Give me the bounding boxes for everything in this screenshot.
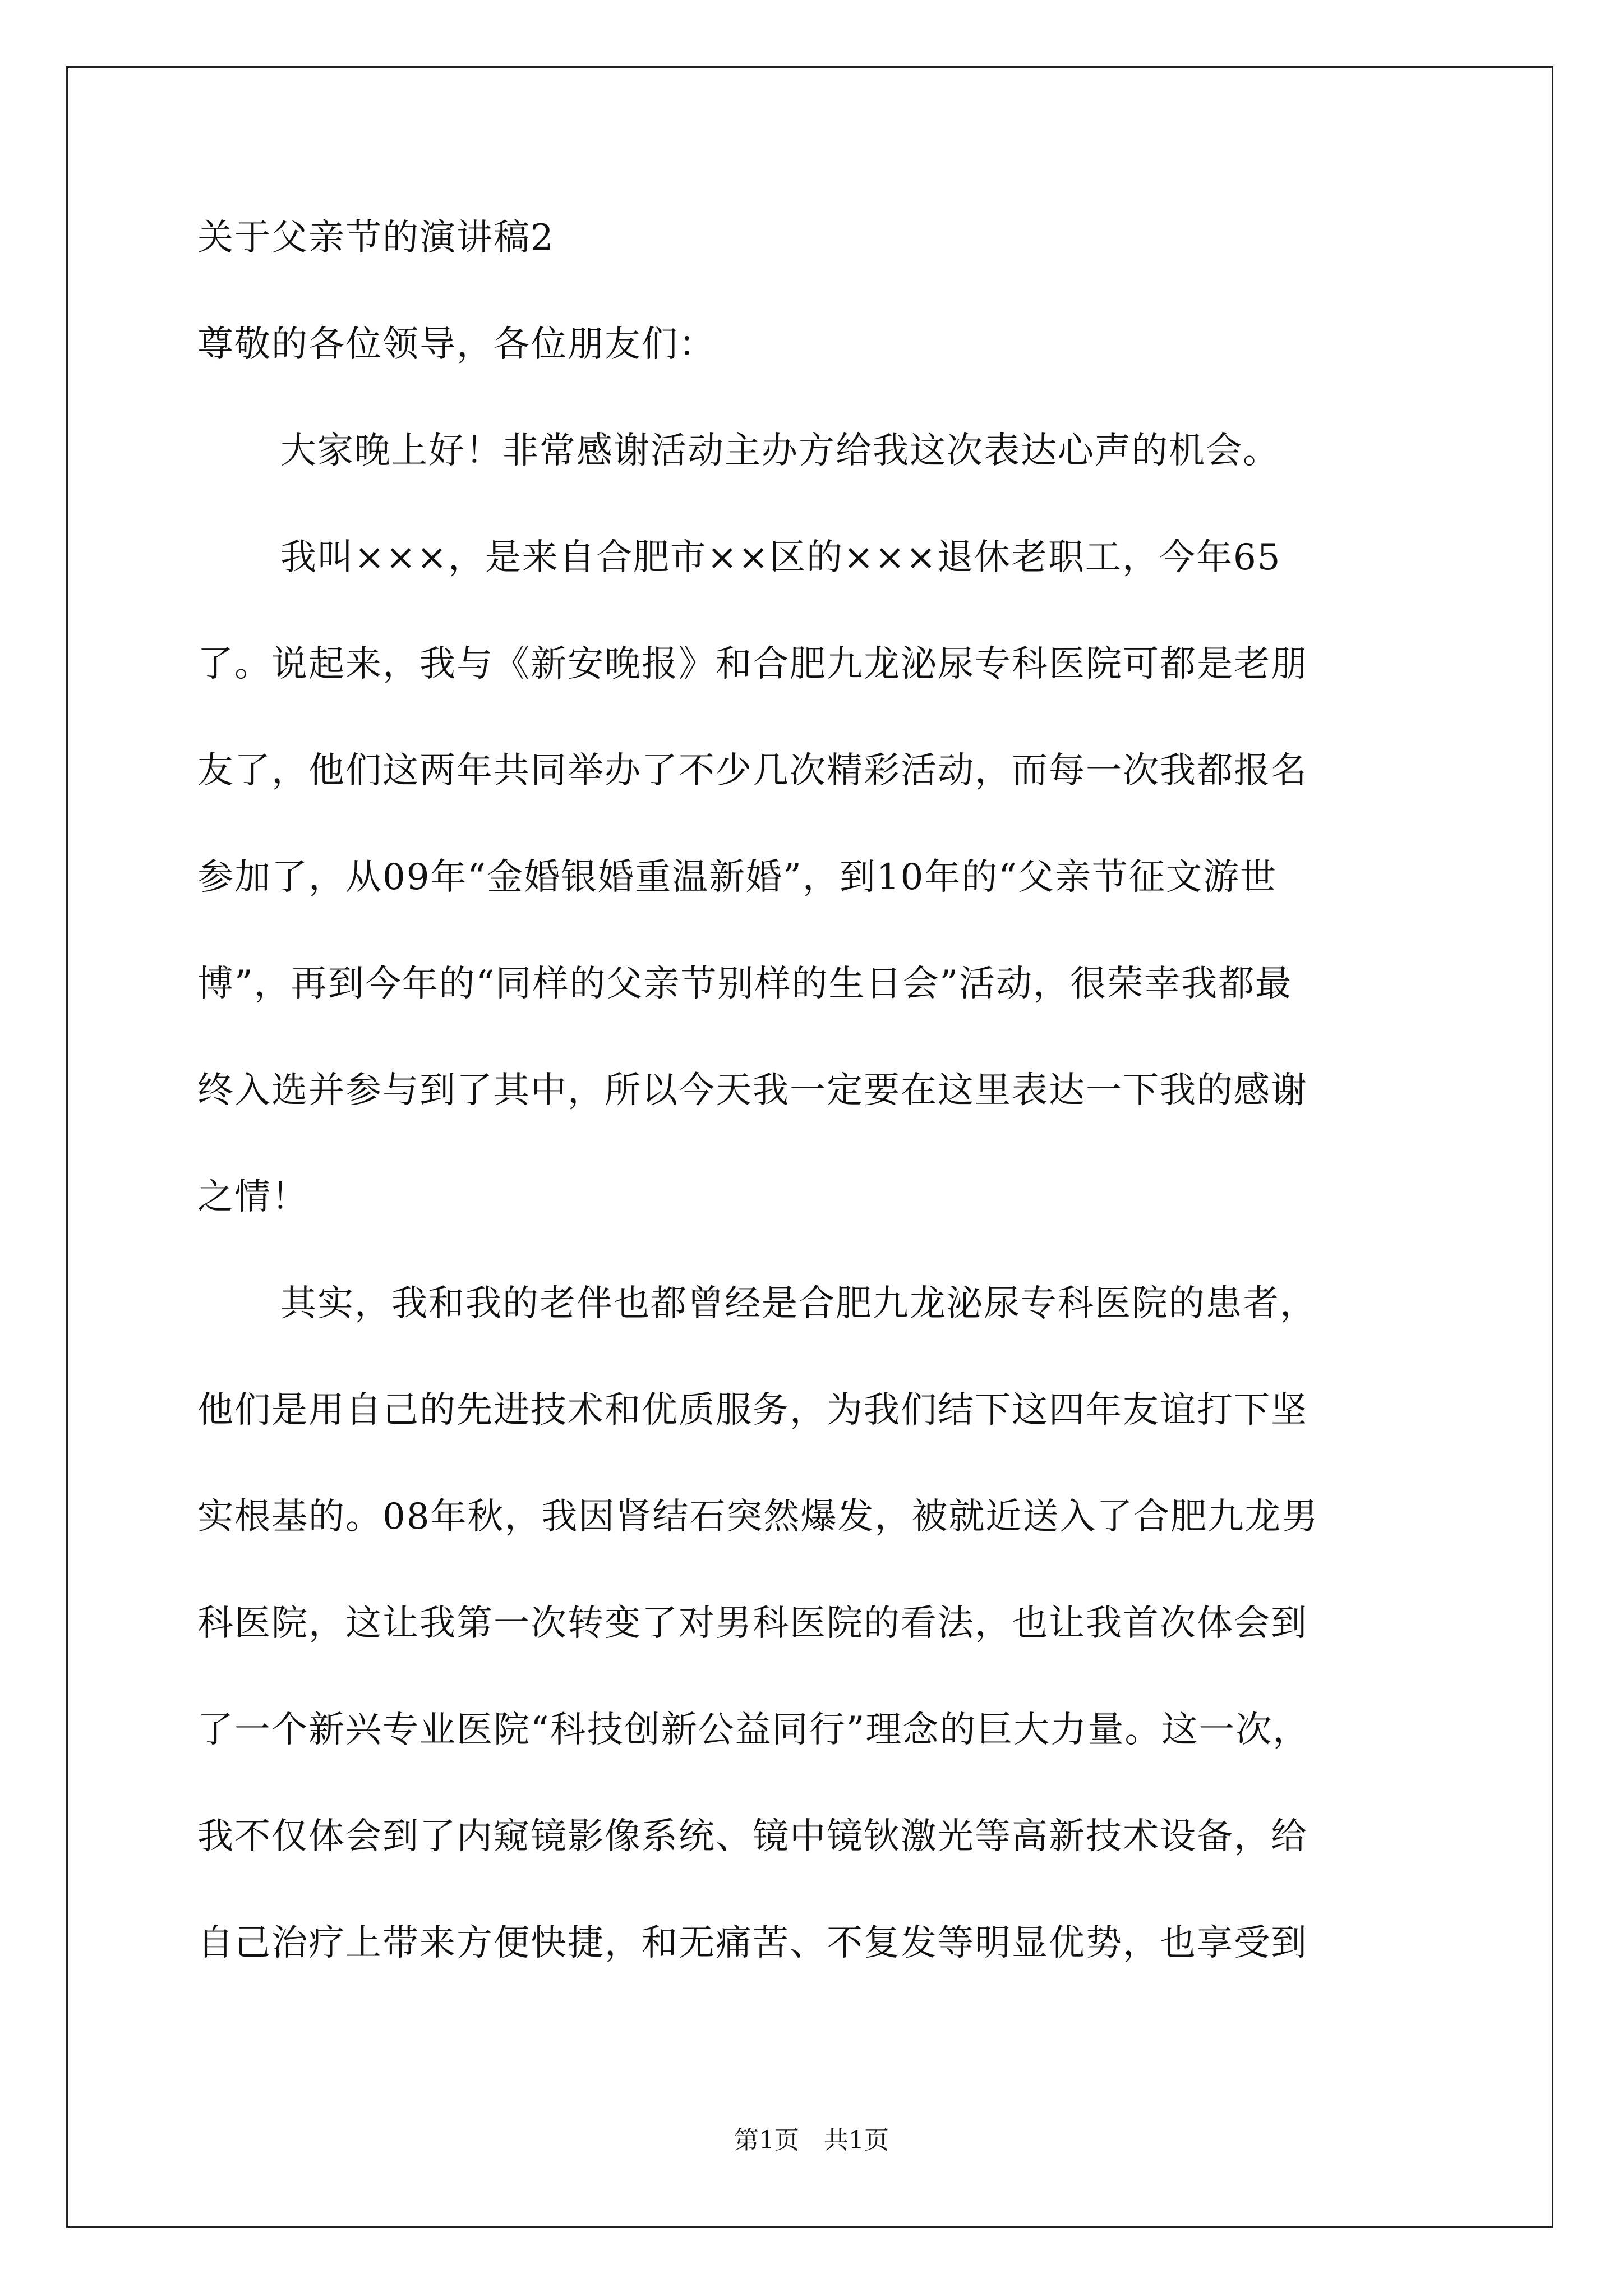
document-title: 关于父亲节的演讲稿2 bbox=[197, 217, 555, 259]
paragraph-line: 实根基的。08年秋，我因肾结石突然爆发，被就近送入了合肥九龙男 bbox=[197, 1496, 1319, 1538]
paragraph-line: 参加了，从09年“金婚银婚重温新婚”，到10年的“父亲节征文游世 bbox=[197, 857, 1278, 898]
paragraph-line: 了一个新兴专业医院“科技创新公益同行”理念的巨大力量。这一次， bbox=[197, 1709, 1310, 1751]
paragraph-line: 之情！ bbox=[197, 1176, 308, 1218]
page-footer: 第1页 共1页 bbox=[734, 2126, 889, 2155]
paragraph-line: 友了，他们这两年共同举办了不少几次精彩活动，而每一次我都报名 bbox=[197, 750, 1308, 792]
paragraph-line: 博”，再到今年的“同样的父亲节别样的生日会”活动，很荣幸我都最 bbox=[197, 963, 1293, 1005]
paragraph-line: 我叫×××，是来自合肥市××区的×××退休老职工，今年65 bbox=[280, 537, 1281, 578]
paragraph-line: 了。说起来，我与《新安晚报》和合肥九龙泌尿专科医院可都是老朋 bbox=[197, 643, 1308, 685]
paragraph-line: 其实，我和我的老伴也都曾经是合肥九龙泌尿专科医院的患者， bbox=[280, 1283, 1317, 1324]
paragraph-line: 终入选并参与到了其中，所以今天我一定要在这里表达一下我的感谢 bbox=[197, 1070, 1308, 1111]
paragraph-line: 我不仅体会到了内窥镜影像系统、镜中镜钬激光等高新技术设备，给 bbox=[197, 1816, 1308, 1857]
greeting: 尊敬的各位领导，各位朋友们： bbox=[197, 324, 716, 365]
paragraph-line: 大家晚上好！非常感谢活动主办方给我这次表达心声的机会。 bbox=[280, 430, 1280, 472]
paragraph-line: 科医院，这让我第一次转变了对男科医院的看法，也让我首次体会到 bbox=[197, 1603, 1308, 1644]
page-border bbox=[66, 66, 1553, 2228]
paragraph-line: 他们是用自己的先进技术和优质服务，为我们结下这四年友谊打下坚 bbox=[197, 1389, 1308, 1431]
paragraph-line: 自己治疗上带来方便快捷，和无痛苦、不复发等明显优势，也享受到 bbox=[197, 1922, 1308, 1964]
